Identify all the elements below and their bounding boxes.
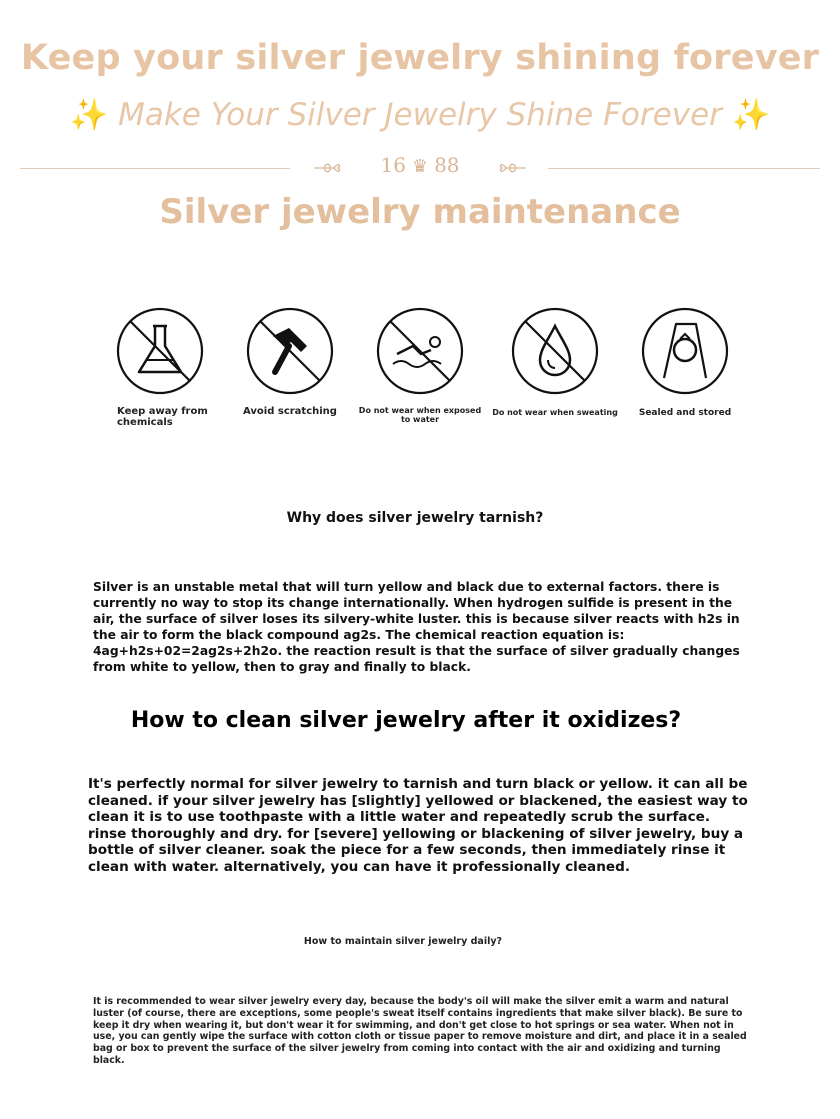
divider-line-left <box>20 168 290 169</box>
care-item-label: Avoid scratching <box>243 406 337 417</box>
no-sweat-icon <box>510 306 600 396</box>
ornament-left-icon <box>312 158 342 178</box>
care-item-label: Sealed and stored <box>638 408 732 418</box>
divider-right-number: 88 <box>434 153 460 177</box>
no-water-icon <box>375 306 465 396</box>
cleaning-question: How to clean silver jewelry after it oxidizes? <box>130 708 682 733</box>
care-item-scratching <box>225 306 355 417</box>
daily-answer: It is recommended to wear silver jewelry every day, because the body's oil will make the silver emit a warm and natural luster (of course, there are exceptions, some people's sweat itself contains ingredients that make silver black). Be sure to keep it dry when wearing it, but don't wear it for swimming, and don't get close to hot springs or sea water. When not in use, you can gently wipe the surface with cotton cloth or tissue paper to remove moisture and dirt, and place it in a sealed bag or box to prevent the surface of the silver jewelry from coming into contact with the air and oxidizing and turning black. <box>93 996 747 1066</box>
care-item-chemicals <box>95 306 225 428</box>
tarnish-answer: Silver is an unstable metal that will turn yellow and black due to external factors. there is currently no way to stop its change internationally. When hydrogen sulfide is present in the air, the surface of silver loses its silvery-white luster. this is because silver reacts with h2s in the air to form the black compound ag2s. The chemical reaction equation is: 4ag+h2s+02=2ag2s+2h2o. the reaction result is that the surface of silver gradually changes from white to yellow, then to gray and finally to black. <box>93 580 740 674</box>
care-item-water <box>355 306 485 424</box>
sealed-storage-icon <box>640 306 730 396</box>
section-title: Silver jewelry maintenance <box>159 192 681 232</box>
page-subheadline <box>0 96 840 133</box>
divider-left-number: 16 <box>380 153 406 177</box>
daily-question: How to maintain silver jewelry daily? <box>303 936 503 947</box>
care-item-storage <box>620 306 750 419</box>
sparkle-icon: ✨ <box>69 97 109 133</box>
divider-emblem <box>340 153 500 177</box>
no-chemicals-icon <box>115 306 205 396</box>
care-item-label: Keep away from chemicals <box>117 406 208 428</box>
page-headline: Keep your silver jewelry shining forever <box>20 38 820 78</box>
care-item-sweating <box>490 306 620 417</box>
subheadline-text: Make Your Silver Jewelry Shine Forever <box>118 97 722 133</box>
divider-line-right <box>548 168 820 169</box>
care-item-label: Do not wear when exposed to water <box>358 406 482 424</box>
sparkle-icon: ✨ <box>731 97 771 133</box>
cleaning-answer: It's perfectly normal for silver jewelry to tarnish and turn black or yellow. it can all be cleaned. if your silver jewelry has [slightly] yellowed or blackened, the easiest way to clean it is to use toothpaste with a little water and repeatedly scrub the surface. rinse thoroughly and dry. for [severe] yellowing or blackening of silver jewelry, buy a bottle of silver cleaner. soak the piece for a few seconds, then immediately rinse it clean with water. alternatively, you can have it professionally cleaned. <box>88 776 748 875</box>
tarnish-question: Why does silver jewelry tarnish? <box>286 510 544 526</box>
care-item-label: Do not wear when sweating <box>492 408 618 417</box>
care-icons-row <box>0 306 840 446</box>
crown-icon: ♛ <box>411 156 429 177</box>
no-scratching-icon <box>245 306 335 396</box>
ornament-right-icon <box>498 158 528 178</box>
